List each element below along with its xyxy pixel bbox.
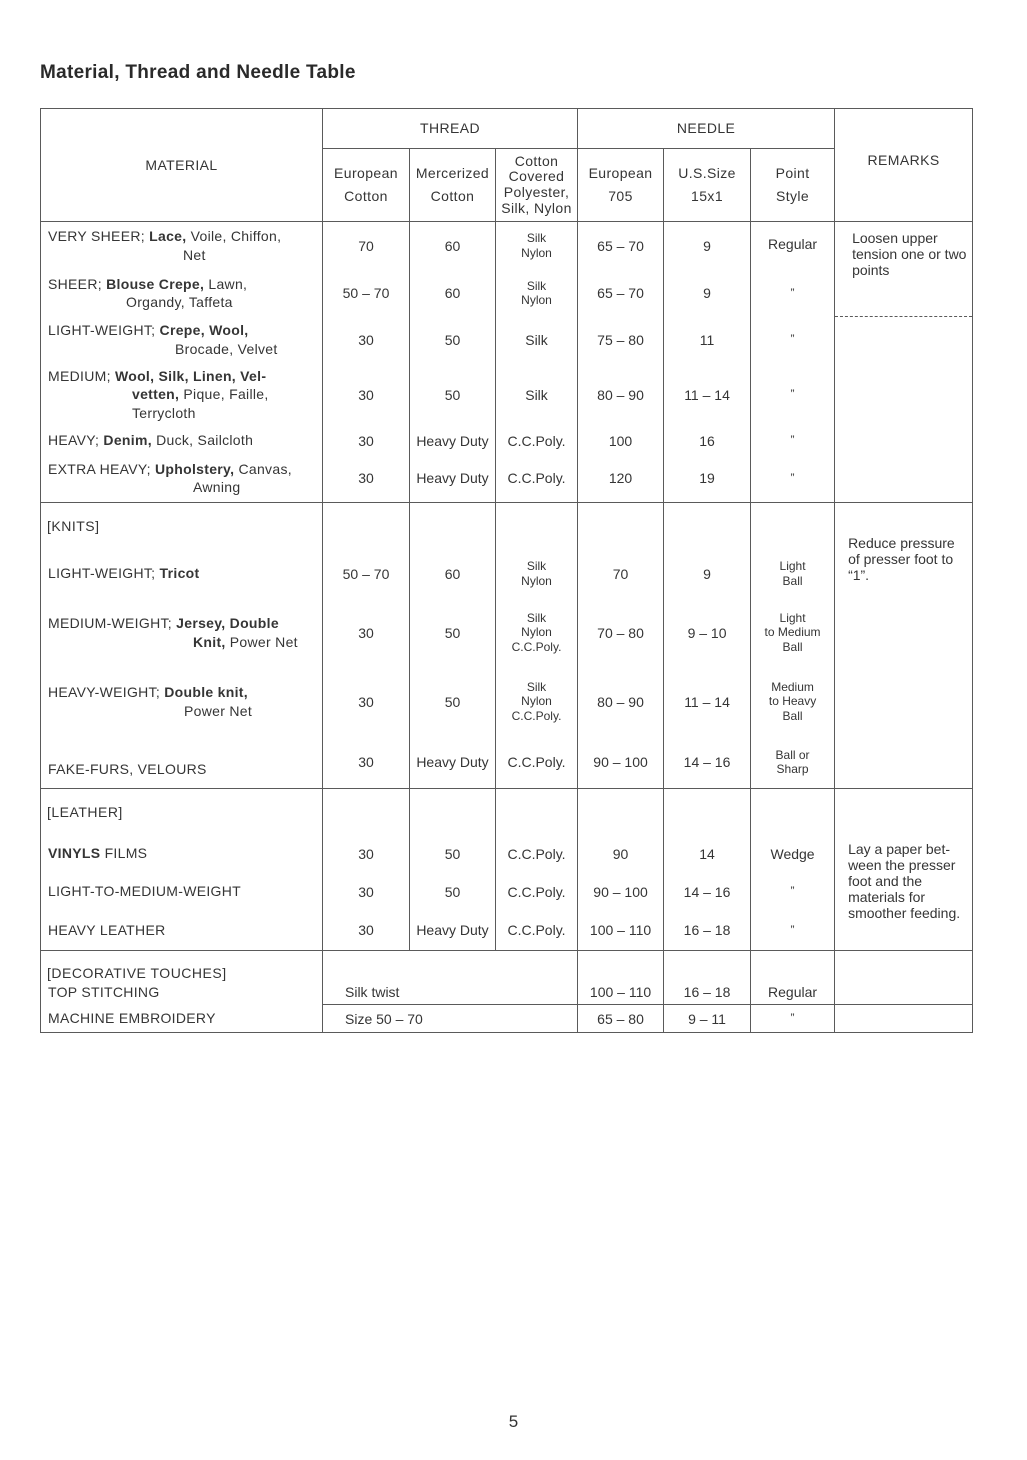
merc-cotton-cell: Heavy Duty <box>410 911 496 951</box>
merc-cotton-cell: 60 <box>410 222 496 270</box>
point-cell: ” <box>751 317 835 363</box>
eu-needle-cell: 120 <box>578 455 664 503</box>
point-cell: ” <box>751 363 835 427</box>
us-size-cell: 14 – 16 <box>664 737 751 789</box>
point-cell: Wedge <box>751 835 835 873</box>
material-thread-needle-table <box>40 108 973 1033</box>
merc-cotton-cell: 50 <box>410 873 496 911</box>
section-row-knits <box>41 503 973 549</box>
section-label-knits: [KNITS] <box>41 503 323 549</box>
merc-cotton-cell: 50 <box>410 835 496 873</box>
eu-cotton-cell: 30 <box>323 455 410 503</box>
us-size-cell: 16 – 18 <box>664 911 751 951</box>
eu-cotton-cell: 30 <box>323 911 410 951</box>
merc-cotton-cell: 60 <box>410 549 496 599</box>
cc-cell: Silk Nylon C.C.Poly. <box>496 599 578 667</box>
cc-cell: Silk Nylon <box>496 222 578 270</box>
eu-needle-cell: 65 – 80 <box>578 1005 664 1033</box>
eu-needle-cell: 100 – 110 <box>578 911 664 951</box>
point-cell: ” <box>751 873 835 911</box>
header-remarks: REMARKS <box>835 109 973 222</box>
eu-needle-cell: 100 <box>578 427 664 455</box>
eu-cotton-cell: 50 – 70 <box>323 549 410 599</box>
eu-cotton-cell: 30 <box>323 317 410 363</box>
point-cell: Regular <box>751 981 835 1005</box>
merc-cotton-cell: 50 <box>410 599 496 667</box>
header-us-size: U.S.Size 15x1 <box>664 149 751 222</box>
eu-cotton-cell: 30 <box>323 599 410 667</box>
cc-cell: C.C.Poly. <box>496 737 578 789</box>
table-row <box>41 317 973 363</box>
material-cell: LIGHT-WEIGHT; Crepe, Wool, Brocade, Velvet <box>41 317 323 363</box>
merc-cotton-cell: Heavy Duty <box>410 455 496 503</box>
eu-needle-cell: 70 <box>578 549 664 599</box>
material-cell: TOP STITCHING <box>41 981 323 1005</box>
section-row-decorative <box>41 951 973 981</box>
remark-empty <box>835 317 973 503</box>
header-cotton-covered: Cotton Covered Polyester, Silk, Nylon <box>496 149 578 222</box>
thread-cell: Silk twist <box>323 981 578 1005</box>
cc-cell: C.C.Poly. <box>496 455 578 503</box>
merc-cotton-cell: 50 <box>410 363 496 427</box>
eu-cotton-cell: 30 <box>323 363 410 427</box>
cc-cell: Silk Nylon <box>496 270 578 317</box>
point-cell: Light Ball <box>751 549 835 599</box>
material-cell: VERY SHEER; Lace, Voile, Chiffon, Net <box>41 222 323 270</box>
header-thread: THREAD <box>323 109 578 149</box>
us-size-cell: 16 <box>664 427 751 455</box>
eu-needle-cell: 65 – 70 <box>578 270 664 317</box>
table-row <box>41 222 973 270</box>
eu-needle-cell: 70 – 80 <box>578 599 664 667</box>
table-row <box>41 270 973 317</box>
us-size-cell: 11 – 14 <box>664 667 751 737</box>
merc-cotton-cell: Heavy Duty <box>410 737 496 789</box>
table-row <box>41 363 973 427</box>
section-row-leather <box>41 789 973 835</box>
material-cell: LIGHT-WEIGHT; Tricot <box>41 549 323 599</box>
table-row <box>41 835 973 873</box>
table-row <box>41 1005 973 1033</box>
header-mercerized-cotton: Mercerized Cotton <box>410 149 496 222</box>
header-european-705: European 705 <box>578 149 664 222</box>
material-cell: VINYLS FILMS <box>41 835 323 873</box>
us-size-cell: 9 <box>664 222 751 270</box>
material-cell: LIGHT-TO-MEDIUM-WEIGHT <box>41 873 323 911</box>
material-cell: HEAVY; Denim, Duck, Sailcloth <box>41 427 323 455</box>
us-size-cell: 9 <box>664 270 751 317</box>
us-size-cell: 9 <box>664 549 751 599</box>
table-row <box>41 873 973 911</box>
eu-needle-cell: 65 – 70 <box>578 222 664 270</box>
cc-cell: C.C.Poly. <box>496 427 578 455</box>
us-size-cell: 19 <box>664 455 751 503</box>
eu-cotton-cell: 30 <box>323 835 410 873</box>
eu-needle-cell: 90 <box>578 835 664 873</box>
material-cell: MEDIUM-WEIGHT; Jersey, Double Knit, Power Net <box>41 599 323 667</box>
eu-cotton-cell: 30 <box>323 427 410 455</box>
section-label-decorative: [DECORATIVE TOUCHES] <box>41 951 323 981</box>
page-number: 5 <box>508 1412 519 1431</box>
merc-cotton-cell: 60 <box>410 270 496 317</box>
cc-cell: Silk <box>496 363 578 427</box>
eu-cotton-cell: 50 – 70 <box>323 270 410 317</box>
point-cell: ” <box>751 427 835 455</box>
table-row <box>41 455 973 503</box>
point-cell: ” <box>751 270 835 317</box>
point-cell: Ball or Sharp <box>751 737 835 789</box>
material-cell: HEAVY-WEIGHT; Double knit, Power Net <box>41 667 323 737</box>
cc-cell: C.C.Poly. <box>496 911 578 951</box>
eu-needle-cell: 80 – 90 <box>578 363 664 427</box>
material-cell: EXTRA HEAVY; Upholstery, Canvas, Awning <box>41 455 323 503</box>
eu-cotton-cell: 30 <box>323 873 410 911</box>
table-row <box>41 737 973 789</box>
remark-knits: Reduce pressure of presser foot to “1”. <box>835 503 973 789</box>
thread-cell: Size 50 – 70 <box>323 1005 578 1033</box>
eu-cotton-cell: 30 <box>323 737 410 789</box>
section-label-leather: [LEATHER] <box>41 789 323 835</box>
point-cell: Medium to Heavy Ball <box>751 667 835 737</box>
us-size-cell: 9 – 11 <box>664 1005 751 1033</box>
merc-cotton-cell: Heavy Duty <box>410 427 496 455</box>
point-cell: ” <box>751 455 835 503</box>
eu-cotton-cell: 70 <box>323 222 410 270</box>
cc-cell: C.C.Poly. <box>496 873 578 911</box>
table-row <box>41 549 973 599</box>
cc-cell: Silk <box>496 317 578 363</box>
us-size-cell: 16 – 18 <box>664 981 751 1005</box>
material-cell: HEAVY LEATHER <box>41 911 323 951</box>
header-needle: NEEDLE <box>578 109 835 149</box>
cc-cell: Silk Nylon <box>496 549 578 599</box>
merc-cotton-cell: 50 <box>410 667 496 737</box>
table-row <box>41 427 973 455</box>
cc-cell: C.C.Poly. <box>496 835 578 873</box>
table-row <box>41 981 973 1005</box>
eu-needle-cell: 80 – 90 <box>578 667 664 737</box>
us-size-cell: 14 <box>664 835 751 873</box>
remark-leather: Lay a paper bet-ween the presser foot and the materials for smoother feeding. <box>835 789 973 951</box>
header-point-style: Point Style <box>751 149 835 222</box>
eu-needle-cell: 90 – 100 <box>578 737 664 789</box>
material-cell: SHEER; Blouse Crepe, Lawn, Organdy, Taffeta <box>41 270 323 317</box>
point-cell: Light to Medium Ball <box>751 599 835 667</box>
merc-cotton-cell: 50 <box>410 317 496 363</box>
us-size-cell: 14 – 16 <box>664 873 751 911</box>
eu-needle-cell: 100 – 110 <box>578 981 664 1005</box>
material-cell: FAKE-FURS, VELOURS <box>41 737 323 789</box>
table-row <box>41 911 973 951</box>
table-row <box>41 667 973 737</box>
cc-cell: Silk Nylon C.C.Poly. <box>496 667 578 737</box>
us-size-cell: 9 – 10 <box>664 599 751 667</box>
header-european-cotton: European Cotton <box>323 149 410 222</box>
material-cell: MACHINE EMBROIDERY <box>41 1005 323 1033</box>
point-cell: Regular <box>751 222 835 270</box>
eu-cotton-cell: 30 <box>323 667 410 737</box>
us-size-cell: 11 <box>664 317 751 363</box>
page-title: Material, Thread and Needle Table <box>40 62 356 83</box>
point-cell: ” <box>751 1005 835 1033</box>
us-size-cell: 11 – 14 <box>664 363 751 427</box>
remark-woven: Loosen upper tension one or two points <box>835 222 973 317</box>
material-cell: MEDIUM; Wool, Silk, Linen, Vel- vetten, Pique, Faille, Terrycloth <box>41 363 323 427</box>
point-cell: ” <box>751 911 835 951</box>
table-row <box>41 599 973 667</box>
eu-needle-cell: 75 – 80 <box>578 317 664 363</box>
eu-needle-cell: 90 – 100 <box>578 873 664 911</box>
header-material: MATERIAL <box>41 109 323 222</box>
